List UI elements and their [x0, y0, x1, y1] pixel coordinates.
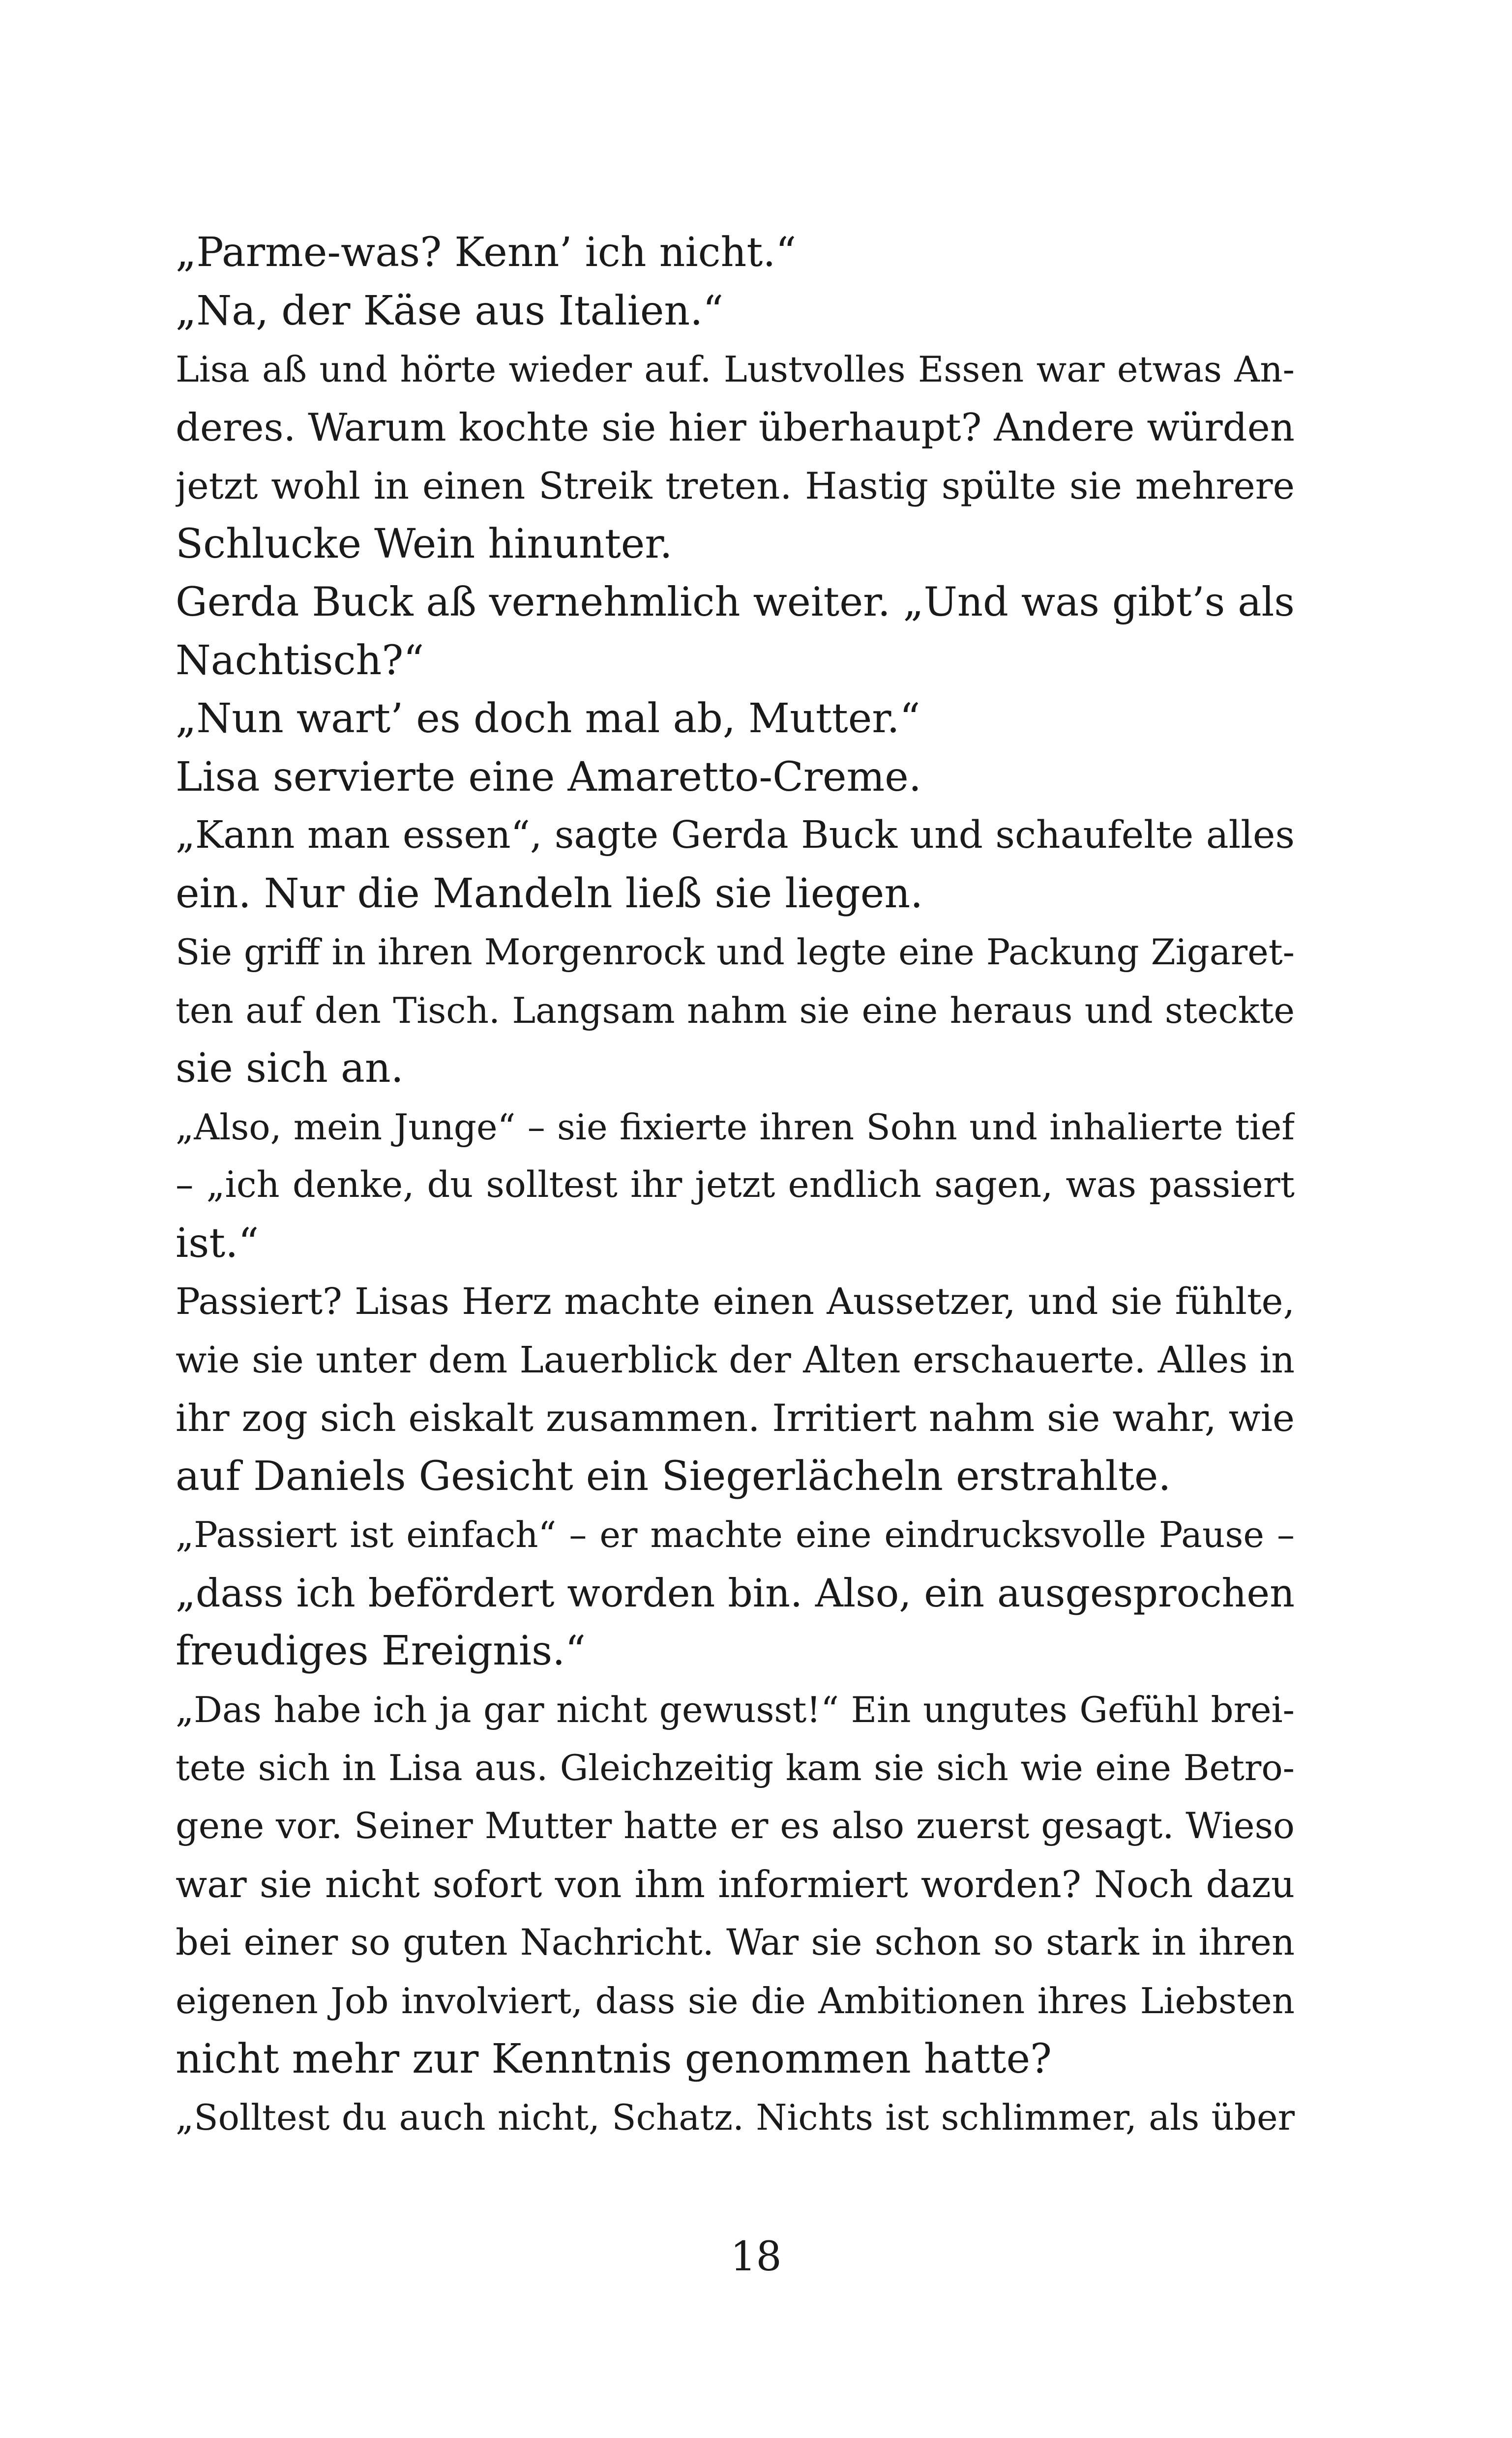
text-line: wie sie unter dem Lauerblick der Alten erschauerte. Alles in	[176, 1338, 1295, 1381]
text-line: Sie griff in ihren Morgenrock und legte eine Packung Zigaret-	[176, 931, 1295, 973]
text-line: tete sich in Lisa aus. Gleichzeitig kam sie sich wie eine Betro-	[176, 1747, 1295, 1788]
text-line: „Das habe ich ja gar nicht gewusst!“ Ein ungutes Gefühl brei-	[176, 1689, 1295, 1730]
text-line: bei einer so guten Nachricht. War sie schon so stark in ihren	[176, 1921, 1295, 1963]
text-line: Schlucke Wein hinunter.	[176, 520, 673, 567]
text-line: sie sich an.	[176, 1045, 404, 1092]
text-line: jetzt wohl in einen Streik treten. Hastig spülte sie mehrere	[176, 464, 1295, 507]
text-line: „Also, mein Junge“ – sie fixierte ihren Sohn und inhalierte tief	[176, 1106, 1295, 1148]
text-line: Gerda Buck aß vernehmlich weiter. „Und was gibt’s als	[176, 579, 1295, 625]
text-line: freudiges Ereignis.“	[176, 1628, 586, 1674]
body-text	[176, 224, 1295, 2147]
text-line: „Passiert ist einfach“ – er machte eine eindrucksvolle Pause –	[176, 1514, 1295, 1555]
text-line: ist.“	[176, 1219, 259, 1267]
text-line: „Solltest du auch nicht, Schatz. Nichts ist schlimmer, als über	[176, 2097, 1295, 2138]
text-line: – „ich denke, du solltest ihr jetzt endlich sagen, was passiert	[176, 1164, 1295, 1206]
text-line: „Parme-was? Kenn’ ich nicht.“	[176, 229, 797, 276]
text-line: Lisa aß und hörte wieder auf. Lustvolles Essen war etwas An-	[176, 349, 1295, 390]
text-line: Lisa servierte eine Amaretto-Creme.	[176, 753, 921, 801]
text-line: gene vor. Seiner Mutter hatte er es also zuerst gesagt. Wieso	[176, 1805, 1295, 1847]
text-line: ihr zog sich eiskalt zusammen. Irritiert nahm sie wahr, wie	[176, 1396, 1295, 1440]
text-line: auf Daniels Gesicht ein Siegerlächeln erstrahlte.	[176, 1453, 1171, 1500]
text-line: „Kann man essen“, sagte Gerda Buck und schaufelte alles	[176, 813, 1295, 857]
text-line: ein. Nur die Mandeln ließ sie liegen.	[176, 870, 923, 917]
text-line: „Nun wart’ es doch mal ab, Mutter.“	[176, 695, 920, 742]
text-line: deres. Warum kochte sie hier überhaupt? Andere würden	[176, 405, 1295, 450]
text-line: „Na, der Käse aus Italien.“	[176, 287, 724, 334]
text-line: eigenen Job involviert, dass sie die Ambitionen ihres Liebsten	[176, 1980, 1295, 2022]
text-line: Nachtisch?“	[176, 637, 424, 684]
text-line: war sie nicht sofort von ihm informiert worden? Noch dazu	[176, 1863, 1295, 1906]
page-number: 18	[730, 2233, 782, 2280]
text-line: ten auf den Tisch. Langsam nahm sie eine heraus und steckte	[176, 989, 1295, 1031]
text-line: nicht mehr zur Kenntnis genommen hatte?	[176, 2035, 1052, 2082]
text-line: Passiert? Lisas Herz machte einen Aussetzer, und sie fühlte,	[176, 1280, 1295, 1323]
text-line: „dass ich befördert worden bin. Also, ein ausgesprochen	[176, 1570, 1295, 1616]
